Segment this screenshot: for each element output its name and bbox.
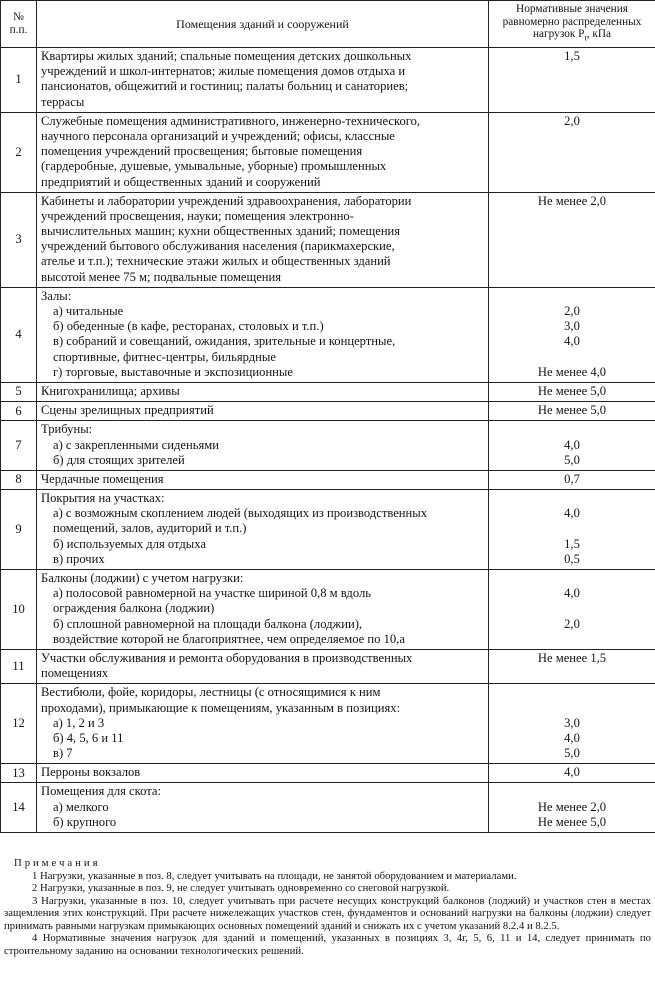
row-load-value: [489, 470, 655, 489]
load-value: 5,0: [564, 746, 580, 761]
row-number: 6: [1, 402, 37, 421]
load-value: [489, 254, 655, 269]
note-1: 1 Нагрузки, указанные в поз. 8, следует учитывать на площади, не занятой оборудованием и материалами.: [32, 869, 517, 882]
load-value: [489, 175, 655, 190]
header-num-line1: №: [13, 11, 24, 24]
description-line: Квартиры жилых зданий; спальные помещения детских дошкольных: [41, 49, 412, 64]
description-line: Книгохранилища; архивы: [41, 383, 180, 398]
row-number: 1: [1, 48, 37, 113]
table-row: [1, 402, 655, 421]
header-load-line1: Нормативные значения: [516, 3, 628, 15]
description-line: Трибуны:: [41, 422, 93, 437]
row-description: [37, 48, 489, 113]
description-line: учреждений бытового обслуживания населения (парикмахерские,: [41, 239, 395, 254]
description-line: б) обеденные (в кафе, ресторанах, столовых и т.п.): [53, 319, 324, 334]
description-line: б) сплошной равномерной на площади балкона (лоджии),: [53, 616, 363, 631]
note-4: 4 Нормативные значения нагрузок для зданий и помещений, указанных в позициях 3, 4г, 5, 6, 11 и 14, следует принимать по строительному заданию на основании технологических решений.: [4, 932, 651, 957]
description-line: а) полосовой равномерной на участке шириной 0,8 м вдоль: [53, 586, 371, 601]
load-value: [489, 224, 655, 239]
description-line: вычислительных машин; кухни общественных зданий; помещения: [41, 224, 401, 239]
row-load-value: [489, 402, 655, 421]
description-line: в) прочих: [53, 551, 105, 566]
description-line: Балконы (лоджии) с учетом нагрузки:: [41, 571, 244, 586]
header-load-line3: нагрузок P: [532, 28, 585, 41]
row-description: [37, 490, 489, 570]
description-line: б) для стоящих зрителей: [53, 452, 185, 467]
load-value: [489, 571, 655, 586]
table-row: [1, 684, 655, 764]
row-number: 13: [1, 764, 37, 783]
row-load-value: [489, 112, 655, 192]
row-description: [37, 684, 489, 764]
row-number: 5: [1, 382, 37, 401]
row-number: 10: [1, 570, 37, 650]
description-line: помещений, залов, аудиторий и т.п.): [53, 521, 247, 536]
load-value: Не менее 2,0: [537, 799, 607, 814]
row-description: [37, 764, 489, 783]
load-value: [489, 209, 655, 224]
table-row: [1, 490, 655, 570]
row-number: 7: [1, 421, 37, 471]
description-line: а) с возможным скоплением людей (выходящих из производственных: [53, 506, 428, 521]
description-line: б) используемых для отдыха: [53, 536, 206, 551]
row-load-value: [489, 783, 655, 833]
table-row: [1, 287, 655, 382]
load-value: [489, 159, 655, 174]
table-row: [1, 764, 655, 783]
header-load-line2: равномерно распределенных: [502, 15, 642, 28]
load-value: [489, 289, 655, 304]
description-line: спортивные, фитнес-центры, бильярдные: [53, 349, 276, 364]
row-description: [37, 649, 489, 683]
load-value: 2,0: [564, 113, 580, 128]
row-load-value: [489, 192, 655, 287]
table-row: [1, 783, 655, 833]
row-description: [37, 783, 489, 833]
row-number: 12: [1, 684, 37, 764]
load-value: 5,0: [564, 452, 580, 467]
table-row: [1, 421, 655, 471]
load-value: Не менее 5,0: [537, 403, 607, 418]
row-load-value: [489, 421, 655, 471]
row-description: [37, 402, 489, 421]
header-num-line2: п.п.: [9, 24, 28, 37]
row-description: [37, 192, 489, 287]
description-line: Перроны вокзалов: [41, 765, 141, 780]
description-line: пансионатов, общежитий и гостиниц; палаты больниц и санаториев;: [41, 79, 409, 94]
load-value: 4,0: [564, 506, 580, 521]
description-line: Чердачные помещения: [41, 471, 164, 486]
row-load-value: [489, 287, 655, 382]
load-value: [489, 144, 655, 159]
load-value: [489, 632, 655, 647]
row-number: 4: [1, 287, 37, 382]
description-line: а) читальные: [53, 304, 124, 319]
header-load-unit: , кПа: [586, 28, 612, 41]
description-line: б) 4, 5, 6 и 11: [53, 730, 124, 745]
description-line: террасы: [41, 94, 85, 109]
description-line: (гардеробные, душевые, умывальные, уборные) промышленных: [41, 159, 387, 174]
load-value: Не менее 1,5: [537, 650, 607, 665]
description-line: Участки обслуживания и ремонта оборудования в производственных: [41, 650, 413, 665]
header-load-subscript: t: [584, 33, 587, 43]
row-load-value: [489, 570, 655, 650]
header-load: [489, 1, 655, 48]
load-value: [489, 64, 655, 79]
description-line: высотой менее 75 м; подвальные помещения: [41, 269, 282, 284]
load-value: [489, 666, 655, 681]
description-line: Покрытия на участках:: [41, 491, 165, 506]
load-value: 2,0: [564, 616, 580, 631]
description-line: научного персонала организаций и учреждений; офисы, классные: [41, 128, 395, 143]
row-description: [37, 470, 489, 489]
row-number: 14: [1, 783, 37, 833]
load-value: 3,0: [564, 715, 580, 730]
load-value: [489, 685, 655, 700]
description-line: в) собраний и совещаний, ожидания, зрительные и концертные,: [53, 334, 396, 349]
table-row: [1, 48, 655, 113]
description-line: учреждений и школ-интернатов; жилые помещения домов отдыха и: [41, 64, 406, 79]
row-number: 9: [1, 490, 37, 570]
load-value: [489, 95, 655, 110]
row-number: 2: [1, 112, 37, 192]
description-line: а) мелкого: [53, 799, 109, 814]
description-line: ателье и т.п.); технические этажи жилых и общественных зданий: [41, 254, 391, 269]
notes-title: Примечания: [14, 857, 101, 869]
table-header-row: [1, 1, 655, 48]
row-load-value: [489, 684, 655, 764]
description-line: учреждений просвещения, науки; помещения электронно-: [41, 208, 354, 223]
table-row: [1, 470, 655, 489]
row-load-value: [489, 649, 655, 683]
load-value: Не менее 4,0: [537, 364, 607, 379]
load-value: [489, 701, 655, 716]
header-num: [1, 1, 37, 48]
load-value: 0,5: [564, 551, 580, 566]
load-value: 1,5: [564, 49, 580, 64]
row-load-value: [489, 490, 655, 570]
table-row: [1, 112, 655, 192]
description-line: в) 7: [53, 746, 73, 761]
load-value: 0,7: [564, 471, 580, 486]
description-line: помещения учреждений просвещения; бытовые помещения: [41, 144, 363, 159]
row-description: [37, 382, 489, 401]
load-value: [489, 422, 655, 437]
description-line: предприятий и общественных зданий и сооружений: [41, 174, 321, 189]
description-line: Сцены зрелищных предприятий: [41, 403, 214, 418]
description-line: проходами), примыкающие к помещениям, указанным в позициях:: [41, 700, 401, 715]
description-line: Помещения для скота:: [41, 784, 161, 799]
table-row: [1, 570, 655, 650]
description-line: воздействие которой не благоприятнее, чем определяемое по 10,а: [53, 631, 405, 646]
description-line: б) крупного: [53, 814, 117, 829]
description-line: Вестибюли, фойе, коридоры, лестницы (с относящимися к ним: [41, 685, 381, 700]
load-value: [489, 350, 655, 365]
row-number: 8: [1, 470, 37, 489]
load-value: 2,0: [564, 304, 580, 319]
load-value: Не менее 5,0: [537, 383, 607, 398]
load-value: 4,0: [564, 586, 580, 601]
load-value: 4,0: [564, 334, 580, 349]
load-value: [489, 239, 655, 254]
row-load-value: [489, 382, 655, 401]
row-number: 11: [1, 649, 37, 683]
description-line: помещениях: [41, 666, 109, 681]
description-line: г) торговые, выставочные и экспозиционные: [53, 364, 293, 379]
load-value: 4,0: [564, 765, 580, 780]
note-2: 2 Нагрузки, указанные в поз. 9, не следует учитывать одновременно со снеговой нагрузкой.: [32, 882, 450, 894]
note-3: 3 Нагрузки, указанные в поз. 10, следует учитывать при расчете несущих конструкций балконов (лоджий) и участков стен в местах защемления этих конструкций. При расчете нижележащих участков стен, фундаментов и оснований нагрузки на балконы (лоджии) следует принимать равными нагрузкам примыкающих основных помещений зданий и снижать их с учетом указаний 8.2.4 и 8.2.5.: [4, 894, 651, 932]
load-value: 4,0: [564, 730, 580, 745]
row-description: [37, 421, 489, 471]
load-value: 3,0: [564, 319, 580, 334]
load-value: Не менее 5,0: [537, 814, 607, 829]
load-value: Не менее 2,0: [537, 193, 607, 208]
description-line: Кабинеты и лаборатории учреждений здравоохранения, лаборатории: [41, 193, 412, 208]
table-row: [1, 192, 655, 287]
load-value: [489, 601, 655, 616]
load-value: [489, 270, 655, 285]
row-description: [37, 570, 489, 650]
load-value: [489, 521, 655, 536]
notes: [0, 857, 655, 957]
table-row: [1, 382, 655, 401]
load-value: [489, 784, 655, 799]
description-line: ограждения балкона (лоджии): [53, 601, 215, 616]
row-number: 3: [1, 192, 37, 287]
row-description: [37, 112, 489, 192]
load-value: [489, 129, 655, 144]
load-value: 1,5: [564, 536, 580, 551]
row-description: [37, 287, 489, 382]
table-body: [1, 48, 655, 833]
table-row: [1, 649, 655, 683]
load-value: [489, 491, 655, 506]
header-room: [37, 1, 489, 48]
description-line: Залы:: [41, 288, 72, 303]
header-room-label: Помещения зданий и сооружений: [176, 16, 349, 31]
description-line: Служебные помещения административного, инженерно-технического,: [41, 113, 421, 128]
load-value: [489, 79, 655, 94]
description-line: а) с закрепленными сиденьями: [53, 437, 219, 452]
description-line: а) 1, 2 и 3: [53, 715, 105, 730]
load-value: 4,0: [564, 437, 580, 452]
row-load-value: [489, 48, 655, 113]
row-load-value: [489, 764, 655, 783]
